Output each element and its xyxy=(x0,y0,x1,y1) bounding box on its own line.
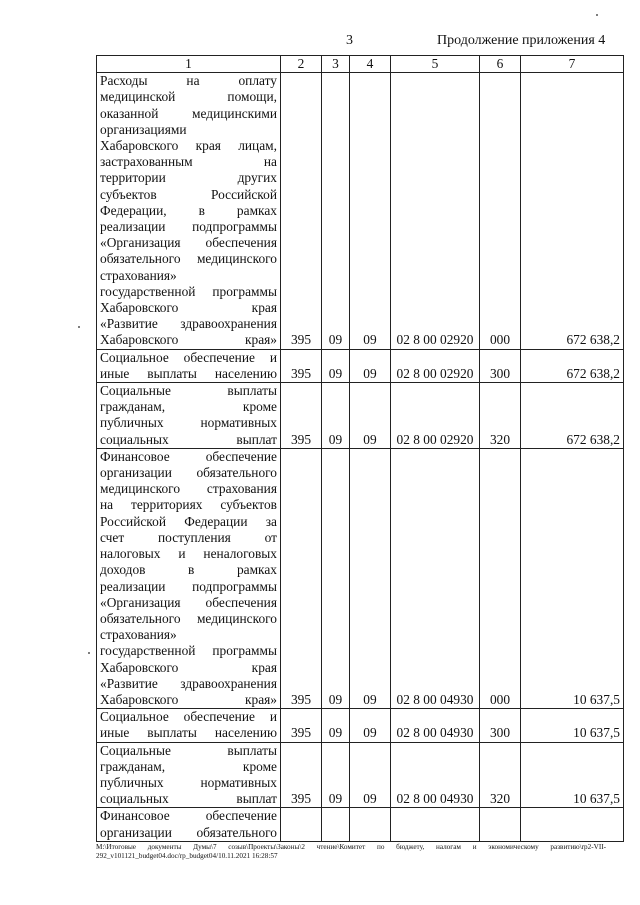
file-path-footer-line2: 292_v101121_budget04.doc/rp_budget04/10.11.2021 16:28:57 xyxy=(96,852,278,860)
row-name-line: Хабаровского края» xyxy=(100,332,277,348)
row-name-line: обязательного медицинского xyxy=(100,251,277,267)
subsection-cell: 09 xyxy=(350,709,391,742)
section-cell: 09 xyxy=(322,73,350,349)
target-article-cell: 02 8 00 02920 xyxy=(391,383,480,449)
admin-code-cell xyxy=(281,808,322,841)
admin-code-cell: 395 xyxy=(281,709,322,742)
row-name-line: «Развитие здравоохранения xyxy=(100,316,277,332)
row-name-line: Хабаровского края xyxy=(100,300,277,316)
page-number: 3 xyxy=(346,33,353,48)
table-row xyxy=(97,73,624,349)
row-name-line: Финансовое обеспечение xyxy=(100,448,277,464)
column-header: 6 xyxy=(480,56,521,73)
budget-table xyxy=(96,55,624,842)
target-article-cell: 02 8 00 04930 xyxy=(391,448,480,708)
row-name-line: медицинского страхования xyxy=(100,481,277,497)
row-name-line: Хабаровского края лицам, xyxy=(100,138,277,154)
target-article-cell: 02 8 00 02920 xyxy=(391,349,480,382)
subsection-cell: 09 xyxy=(350,383,391,449)
expense-type-cell: 300 xyxy=(480,349,521,382)
row-name-line: обязательного медицинского xyxy=(100,610,277,626)
section-cell: 09 xyxy=(322,742,350,808)
row-name-line: Федерации, в рамках xyxy=(100,202,277,218)
row-name-line: Социальное обеспечение и xyxy=(100,709,277,725)
row-name-line: Расходы на оплату xyxy=(100,73,277,89)
table-row xyxy=(97,742,624,808)
column-header: 1 xyxy=(97,56,281,73)
row-name-line: реализации подпрограммы xyxy=(100,219,277,235)
row-name-line: Социальные выплаты xyxy=(100,742,277,758)
row-name-line: субъектов Российской xyxy=(100,186,277,202)
row-name-line: застрахованным на xyxy=(100,154,277,170)
row-name-line: Хабаровского края» xyxy=(100,691,277,707)
table-row xyxy=(97,709,624,742)
section-cell: 09 xyxy=(322,709,350,742)
table-header-row xyxy=(97,56,624,73)
expense-type-cell: 300 xyxy=(480,709,521,742)
section-cell: 09 xyxy=(322,383,350,449)
row-name-line: страхования» xyxy=(100,267,177,283)
admin-code-cell: 395 xyxy=(281,742,322,808)
row-name-line: гражданам, кроме xyxy=(100,758,277,774)
row-name-cell xyxy=(97,349,281,382)
row-name-line: оказанной медицинскими xyxy=(100,105,277,121)
subsection-cell: 09 xyxy=(350,448,391,708)
admin-code-cell: 395 xyxy=(281,73,322,349)
expense-type-cell: 000 xyxy=(480,448,521,708)
row-name-line: Финансовое обеспечение xyxy=(100,808,277,824)
row-name-line: Социальные выплаты xyxy=(100,383,277,399)
table-row xyxy=(97,349,624,382)
column-header: 4 xyxy=(350,56,391,73)
target-article-cell: 02 8 00 04930 xyxy=(391,742,480,808)
scan-speck xyxy=(596,14,598,16)
amount-cell: 672 638,2 xyxy=(521,383,624,449)
file-path-footer: M:\Итоговые документы Думы\7 созыв\Проекты\Законы\2 чтение\Комитет по бюджету, налогам и экономическому развитию\rp2-VII- xyxy=(96,843,606,851)
expense-type-cell: 320 xyxy=(480,742,521,808)
row-name-cell xyxy=(97,709,281,742)
row-name-line: медицинской помощи, xyxy=(100,89,277,105)
row-name-cell xyxy=(97,73,281,349)
row-name-line: «Развитие здравоохранения xyxy=(100,675,277,691)
row-name-line: публичных нормативных xyxy=(100,774,277,790)
admin-code-cell: 395 xyxy=(281,383,322,449)
scan-speck xyxy=(88,652,90,654)
amount-cell xyxy=(521,808,624,841)
amount-cell: 10 637,5 xyxy=(521,709,624,742)
row-name-cell xyxy=(97,448,281,708)
column-header: 5 xyxy=(391,56,480,73)
row-name-cell xyxy=(97,742,281,808)
expense-type-cell: 320 xyxy=(480,383,521,449)
continuation-title: Продолжение приложения 4 xyxy=(437,33,606,48)
table-body xyxy=(97,73,624,842)
row-name-line: налоговых и неналоговых xyxy=(100,546,277,562)
row-name-cell xyxy=(97,808,281,841)
section-cell: 09 xyxy=(322,448,350,708)
section-cell: 09 xyxy=(322,349,350,382)
column-header: 3 xyxy=(322,56,350,73)
table-row xyxy=(97,448,624,708)
amount-cell: 10 637,5 xyxy=(521,448,624,708)
target-article-cell xyxy=(391,808,480,841)
row-name-line: иные выплаты населению xyxy=(100,365,277,381)
row-name-line: Хабаровского края xyxy=(100,659,277,675)
row-name-line: реализации подпрограммы xyxy=(100,578,277,594)
table-row xyxy=(97,808,624,841)
row-name-line: организациями xyxy=(100,121,187,137)
scan-speck xyxy=(78,326,80,328)
subsection-cell: 09 xyxy=(350,349,391,382)
section-cell xyxy=(322,808,350,841)
table-row xyxy=(97,383,624,449)
row-name-line: «Организация обеспечения xyxy=(100,235,277,251)
row-name-line: Социальное обеспечение и xyxy=(100,349,277,365)
row-name-line: социальных выплат xyxy=(100,791,277,807)
target-article-cell: 02 8 00 02920 xyxy=(391,73,480,349)
admin-code-cell: 395 xyxy=(281,448,322,708)
row-name-line: организации обязательного xyxy=(100,824,277,840)
row-name-line: «Организация обеспечения xyxy=(100,594,277,610)
amount-cell: 10 637,5 xyxy=(521,742,624,808)
row-name-line: Российской Федерации за xyxy=(100,513,277,529)
subsection-cell: 09 xyxy=(350,73,391,349)
row-name-line: доходов в рамках xyxy=(100,562,277,578)
subsection-cell: 09 xyxy=(350,742,391,808)
amount-cell: 672 638,2 xyxy=(521,73,624,349)
row-name-line: социальных выплат xyxy=(100,431,277,447)
expense-type-cell: 000 xyxy=(480,73,521,349)
row-name-cell xyxy=(97,383,281,449)
column-header: 7 xyxy=(521,56,624,73)
row-name-line: страхования» xyxy=(100,627,177,643)
column-header: 2 xyxy=(281,56,322,73)
row-name-line: государственной программы xyxy=(100,643,277,659)
row-name-line: счет поступления от xyxy=(100,529,277,545)
target-article-cell: 02 8 00 04930 xyxy=(391,709,480,742)
row-name-line: публичных нормативных xyxy=(100,415,277,431)
row-name-line: организации обязательного xyxy=(100,465,277,481)
expense-type-cell xyxy=(480,808,521,841)
amount-cell: 672 638,2 xyxy=(521,349,624,382)
row-name-line: на территориях субъектов xyxy=(100,497,277,513)
row-name-line: иные выплаты населению xyxy=(100,725,277,741)
row-name-line: гражданам, кроме xyxy=(100,399,277,415)
admin-code-cell: 395 xyxy=(281,349,322,382)
row-name-line: государственной программы xyxy=(100,283,277,299)
row-name-line: территории других xyxy=(100,170,277,186)
subsection-cell xyxy=(350,808,391,841)
